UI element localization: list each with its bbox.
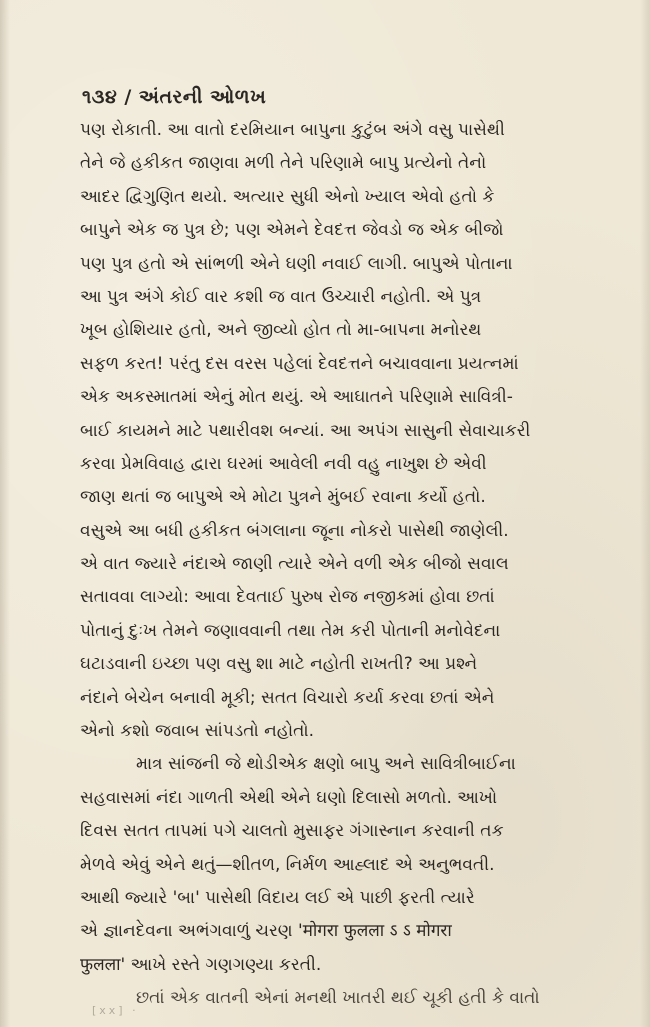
paragraph-start-line: છતાં એક વાતની એનાં મનથી ખાતરી થઈ ચૂકી હતી કે વાતો [136, 988, 540, 1009]
text-line: એ વાત જ્યારે નંદાએ જાણી ત્યારે એને વળી એક બીજો સવાલ [80, 554, 509, 575]
running-header: ૧૩૪ / અંતરની ઓળખ [82, 86, 267, 108]
text-line: વસુએ આ બધી હકીકત બંગલાના જૂના નોકરો પાસેથી જાણેલી. [80, 520, 509, 541]
text-line: સફળ કરત! પરંતુ દસ વરસ પહેલાં દેવદત્તને બચાવવાના પ્રયત્નમાં [80, 353, 519, 374]
text-line: જાણ થતાં જ બાપુએ એ મોટા પુત્રને મુંબઈ રવાના કર્યો હતો. [80, 487, 486, 508]
text-line: એ જ્ઞાનદેવના અભંગવાળું ચરણ 'मोगरा फुलला ऽ ऽ मोगरा [80, 921, 452, 942]
text-line: ખૂબ હોશિયાર હતો, અને જીવ્યો હોત તો મા-બાપના મનોરથ [80, 320, 482, 341]
text-line: એનો કશો જવાબ સાંપડતો નહોતો. [80, 721, 315, 742]
text-line: આ પુત્ર અંગે કોઈ વાર કશી જ વાત ઉચ્ચારી નહોતી. એ પુત્ર [80, 286, 482, 307]
page-edge-shadow [640, 0, 650, 1027]
text-line: નંદાને બેચેન બનાવી મૂકી; સતત વિચારો કર્યા કરવા છતાં એને [80, 687, 495, 708]
text-line: આદર દ્વિગુણિત થયો. અત્યાર સુધી એનો ખ્યાલ એવો હતો કે [80, 186, 495, 207]
text-line: સહવાસમાં નંદા ગાળતી એથી એને ઘણો દિલાસો મળતો. આખો [80, 787, 498, 808]
text-line: દિવસ સતત તાપમાં પગે ચાલતો મુસાફર ગંગાસ્નાન કરવાની તક [80, 821, 504, 842]
text-line: પોતાનું દુઃખ તેમને જણાવવાની તથા તેમ કરી પોતાની મનોવેદના [80, 620, 501, 641]
text-line: બાઈ કાયમને માટે પથારીવશ બન્યાં. આ અપંગ સાસુની સેવાચાકરી [80, 420, 531, 441]
page-body-text [80, 114, 606, 1016]
text-line: કરવા પ્રેમવિવાહ દ્વારા ઘરમાં આવેલી નવી વહુ નાખુશ છે એવી [80, 453, 487, 474]
text-line: આથી જ્યારે 'બા' પાસેથી વિદાય લઈ એ પાછી ફરતી ત્યારે [80, 887, 475, 908]
footer-smudge: [xx] · [92, 1004, 139, 1017]
text-line: ઘટાડવાની ઇચ્છા પણ વસુ શા માટે નહોતી રાખતી? આ પ્રશ્ને [80, 654, 478, 675]
text-line: પણ પુત્ર હતો એ સાંભળી એને ઘણી નવાઈ લાગી. બાપુએ પોતાના [80, 253, 513, 274]
text-line: બાપુને એક જ પુત્ર છે; પણ એમને દેવદત્ત જેવડો જ એક બીજો [80, 220, 504, 241]
text-line: મેળવે એવું એને થતું—શીતળ, નિર્મળ આહ્લાદ એ અનુભવતી. [80, 854, 495, 875]
text-line: फुलला' આખે રસ્તે ગણગણ્યા કરતી. [80, 954, 322, 975]
page-gutter-shadow [0, 0, 10, 1027]
text-line: સતાવવા લાગ્યો: આવા દેવતાઈ પુરુષ રોજ નજીકમાં હોવા છતાં [80, 587, 495, 608]
text-line: તેને જે હકીકત જાણવા મળી તેને પરિણામે બાપુ પ્રત્યેનો તેનો [80, 153, 487, 174]
text-line: પણ રોકાતી. આ વાતો દરમિયાન બાપુના કુટુંબ અંગે વસુ પાસેથી [80, 120, 505, 140]
paragraph-start-line: માત્ર સાંજની જે થોડીએક ક્ષણો બાપુ અને સાવિત્રીબાઈના [136, 754, 516, 775]
text-line: એક અકસ્માતમાં એનું મોત થયું. એ આઘાતને પરિણામે સાવિત્રી- [80, 387, 513, 408]
